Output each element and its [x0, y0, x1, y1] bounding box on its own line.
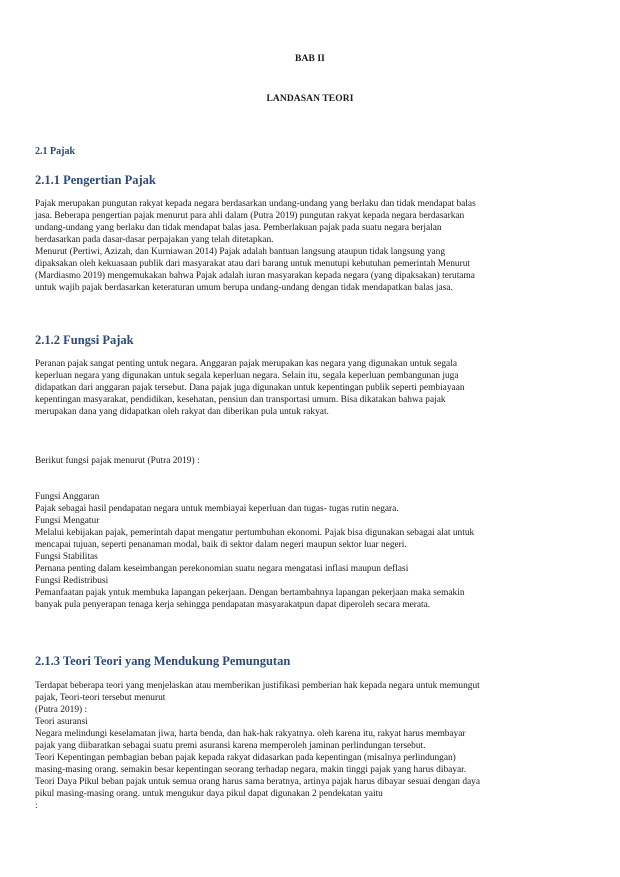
list-item: Pernana penting dalam keseimbangan perekonomian suatu negara mengatasi inflasi maupun deflasi: [35, 564, 409, 574]
text-line: pajak yang diibaratkan sebagai suatu premi asuransi karena memperoleh jaminan perlindungan tersebut.: [35, 741, 426, 751]
text-line: berdasarkan pada dasar-dasar perpajakan yang telah ditetapkan.: [35, 235, 274, 245]
paragraph-pengertian-pajak: [35, 198, 590, 294]
text-line: jasa. Beberapa pengertian pajak menurut para ahli dalam (Putra 2019) pungutan rakyat kepada negara berdasarkan: [35, 211, 465, 221]
list-item: Fungsi Anggaran: [35, 492, 100, 502]
list-item: mencapai tujuan, seperti penanaman modal, baik di sektor dalam negeri maupun sektor luar negeri.: [35, 540, 407, 550]
section-heading-2-1: 2.1 Pajak: [35, 146, 75, 157]
text-line: keperluan negara yang digunakan untuk segala keperluan negara. Selain itu, segala keperluan pembangunan juga: [35, 371, 459, 381]
text-line: dipaksakan oleh kekuasaan publik dari masyarakat atau dari barang untuk menutupi kebutuhan pemerintah Menurut: [35, 259, 471, 269]
paragraph-teori-pemungutan: [35, 680, 590, 812]
text-line: Berikut fungsi pajak menurut (Putra 2019) :: [35, 456, 200, 466]
text-line: merupakan dana yang didapatkan oleh rakyat dan diberikan pula untuk rakyat.: [35, 407, 329, 417]
text-line: Peranan pajak sangat penting untuk negara. Anggaran pajak merupakan kas negara yang digunakan untuk segala: [35, 359, 457, 369]
list-fungsi-pajak: [35, 491, 590, 611]
text-line: pajak, Teori-teori tersebut menurut: [35, 693, 166, 703]
text-line: didapatkan dari anggaran pajak tersebut. Dana pajak juga digunakan untuk kepentingan publik seperti pembiayaan: [35, 383, 465, 393]
list-item: banyak pula penyerapan tenaga kerja sehingga pendapatan masyarakatpun dapat diperoleh secara merata.: [35, 600, 431, 610]
text-line: Teori Daya Pikul beban pajak untuk semua orang harus sama beratnya, artinya pajak harus dibayar sesuai dengan daya: [35, 777, 481, 787]
list-item: Pajak sebagai hasil pendapatan negara untuk membiayai keperluan dan tugas- tugas rutin negara.: [35, 504, 399, 514]
list-intro: [35, 455, 590, 467]
text-line: Teori asuransi: [35, 717, 88, 727]
text-line: masing-masing orang. semakin besar kepentingan seorang terhadap negara, makin tinggi pajak yang harus dibayar.: [35, 765, 467, 775]
list-item: Fungsi Mengatur: [35, 516, 100, 526]
section-heading-2-1-3: 2.1.3 Teori Teori yang Mendukung Pemungutan: [35, 654, 291, 668]
list-item: Pemanfaatan pajak yntuk membuka lapangan pekerjaan. Dengan bertambahnya lapangan pekerjaan maka semakin: [35, 588, 465, 598]
chapter-title: BAB II: [295, 54, 325, 64]
text-line: (Mardiasmo 2019) mengemukakan bahwa Pajak adalah iuran masyarakan kepada negara (yang dipaksakan) terutama: [35, 271, 475, 281]
text-line: :: [35, 801, 38, 811]
text-line: Menurut (Pertiwi, Azizah, dan Kurniawan 2014) Pajak adalah bantuan langsung ataupun tidak langsung yang: [35, 247, 446, 257]
paragraph-fungsi-pajak: [35, 358, 590, 418]
text-line: untuk wajib pajak berdasarkan keteraturan umum berupa undang-undang dengan tidak mendapatkan balas jasa.: [35, 283, 453, 293]
text-line: Pajak merupakan pungutan rakyat kepada negara berdasarkan undang-undang yang berlaku dan tidak mendapat balas: [35, 199, 476, 209]
list-item: Fungsi Redistribusi: [35, 576, 109, 586]
list-item: Fungsi Stabilitas: [35, 552, 98, 562]
text-line: Teori Kepentingan pembagian beban pajak kepada rakyat didasarkan pada kepentingan (misalnya perlindungan): [35, 753, 456, 763]
section-heading-2-1-2: 2.1.2 Fungsi Pajak: [35, 333, 134, 347]
text-line: (Putra 2019) :: [35, 705, 88, 715]
text-line: undang-undang yang berlaku dan tidak mendapat balas jasa. Pemberlakuan pajak pada suatu negara berjalan: [35, 223, 442, 233]
list-item: Melalui kebijakan pajak, pemerintah dapat mengatur pertumbuhan ekonomi. Pajak bisa digunakan sebagai alat untuk: [35, 528, 475, 538]
text-line: pikul masing-masing orang. untuk mengukur daya pikul dapat digunakan 2 pendekatan yaitu: [35, 789, 383, 799]
text-line: kepentingan masyarakat, pendidikan, kesehatan, pensiun dan transportasi umum. Bisa dikatakan bahwa pajak: [35, 395, 446, 405]
section-heading-2-1-1: 2.1.1 Pengertian Pajak: [35, 173, 156, 187]
chapter-subtitle: LANDASAN TEORI: [266, 94, 354, 104]
text-line: Terdapat beberapa teori yang menjelaskan atau memberikan justifikasi pemberian hak kepada negara untuk memungut: [35, 681, 480, 691]
text-line: Negara melindungi keselamatan jiwa, harta benda, dan hak-hak rakyatnya. oleh karena itu, rakyat harus membayar: [35, 729, 466, 739]
